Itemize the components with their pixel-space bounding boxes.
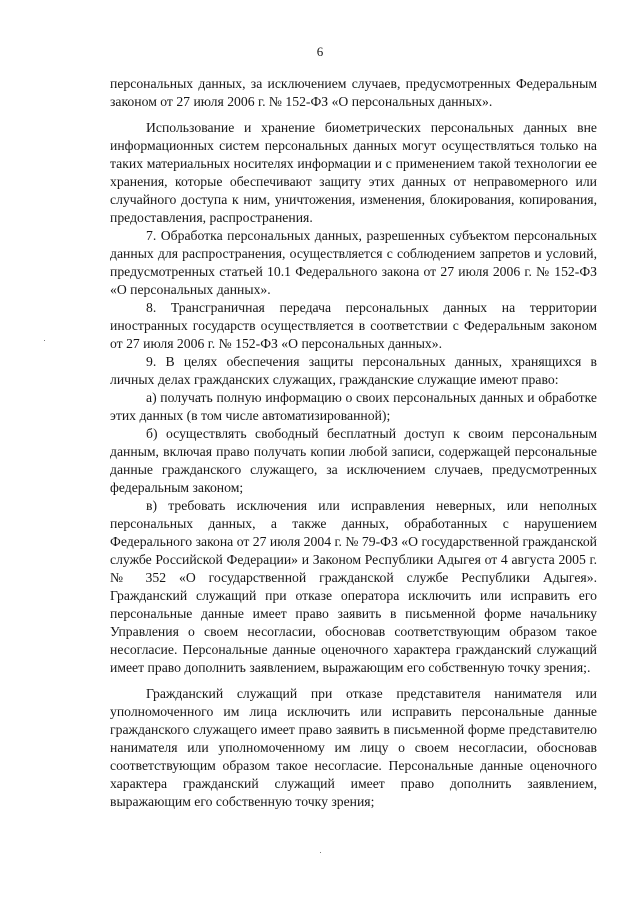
document-body [110, 75, 597, 811]
paragraph-item-7: 7. Обработка персональных данных, разрешенных субъектом персональных данных для распространения, осуществляется с соблюдением запретов и условий, предусмотренных статьей 10.1 Федерального закона от 27 июля 2006 г. № 152-ФЗ «О персональных данных». [110, 228, 597, 297]
paragraph-biometric-data: Использование и хранение биометрических персональных данных вне информационных систем персональных данных могут осуществляться только на таких материальных носителях информации и с применением такой технологии ее хранения, которые обеспечивают защиту этих данных от неправомерного или случайного доступа к ним, уничтожения, изменения, блокирования, копирования, предоставления, распространения. [110, 120, 597, 225]
paragraph-refusal-by-employer: Гражданский служащий при отказе представителя нанимателя или уполномоченного им лица исключить или исправить персональные данные гражданского служащего имеет право заявить в письменной форме представителю нанимателя или уполномоченному им лицу о своем несогласии, обосновав соответствующим образом такое несогласие. Персональные данные оценочного характера гражданский служащий имеет право дополнить заявлением, выражающим его собственную точку зрения; [110, 686, 597, 809]
paragraph-item-9a: а) получать полную информацию о своих персональных данных и обработке этих данных (в том числе автоматизированной); [110, 390, 597, 423]
paragraph-item-9: 9. В целях обеспечения защиты персональных данных, хранящихся в личных делах гражданских служащих, гражданские служащие имеют право: [110, 354, 597, 387]
paragraph-item-9b: б) осуществлять свободный бесплатный доступ к своим персональным данным, включая право получать копии любой записи, содержащей персональные данные гражданского служащего, за исключением случаев, предусмотренных федеральным законом; [110, 426, 597, 495]
paragraph-item-8: 8. Трансграничная передача персональных данных на территории иностранных государств осуществляется в соответствии с Федеральным законом от 27 июля 2006 г. № 152-ФЗ «О персональных данных». [110, 300, 597, 351]
scan-speck [44, 340, 45, 341]
page-number: 6 [316, 44, 324, 59]
paragraph-continuation: персональных данных, за исключением случаев, предусмотренных Федеральным законом от 27 июля 2006 г. № 152-ФЗ «О персональных данных». [110, 76, 597, 109]
paragraph-item-9v: в) требовать исключения или исправления неверных, или неполных персональных данных, а также данных, обработанных с нарушением Федерального закона от 27 июля 2004 г. № 79-ФЗ «О государственной гражданской службе Российской Федерации» и Законом Республики Адыгея от 4 августа 2005 г. № 352 «О государственной гражданской службе Республики Адыгея». Гражданский служащий при отказе оператора исключить или исправить его персональные данные имеет право заявить в письменной форме начальнику Управления о своем несогласии, обосновав соответствующим образом такое несогласие. Персональные данные оценочного характера гражданский служащий имеет право дополнить заявлением, выражающим его собственную точку зрения;. [110, 498, 597, 675]
scan-speck [320, 852, 321, 853]
